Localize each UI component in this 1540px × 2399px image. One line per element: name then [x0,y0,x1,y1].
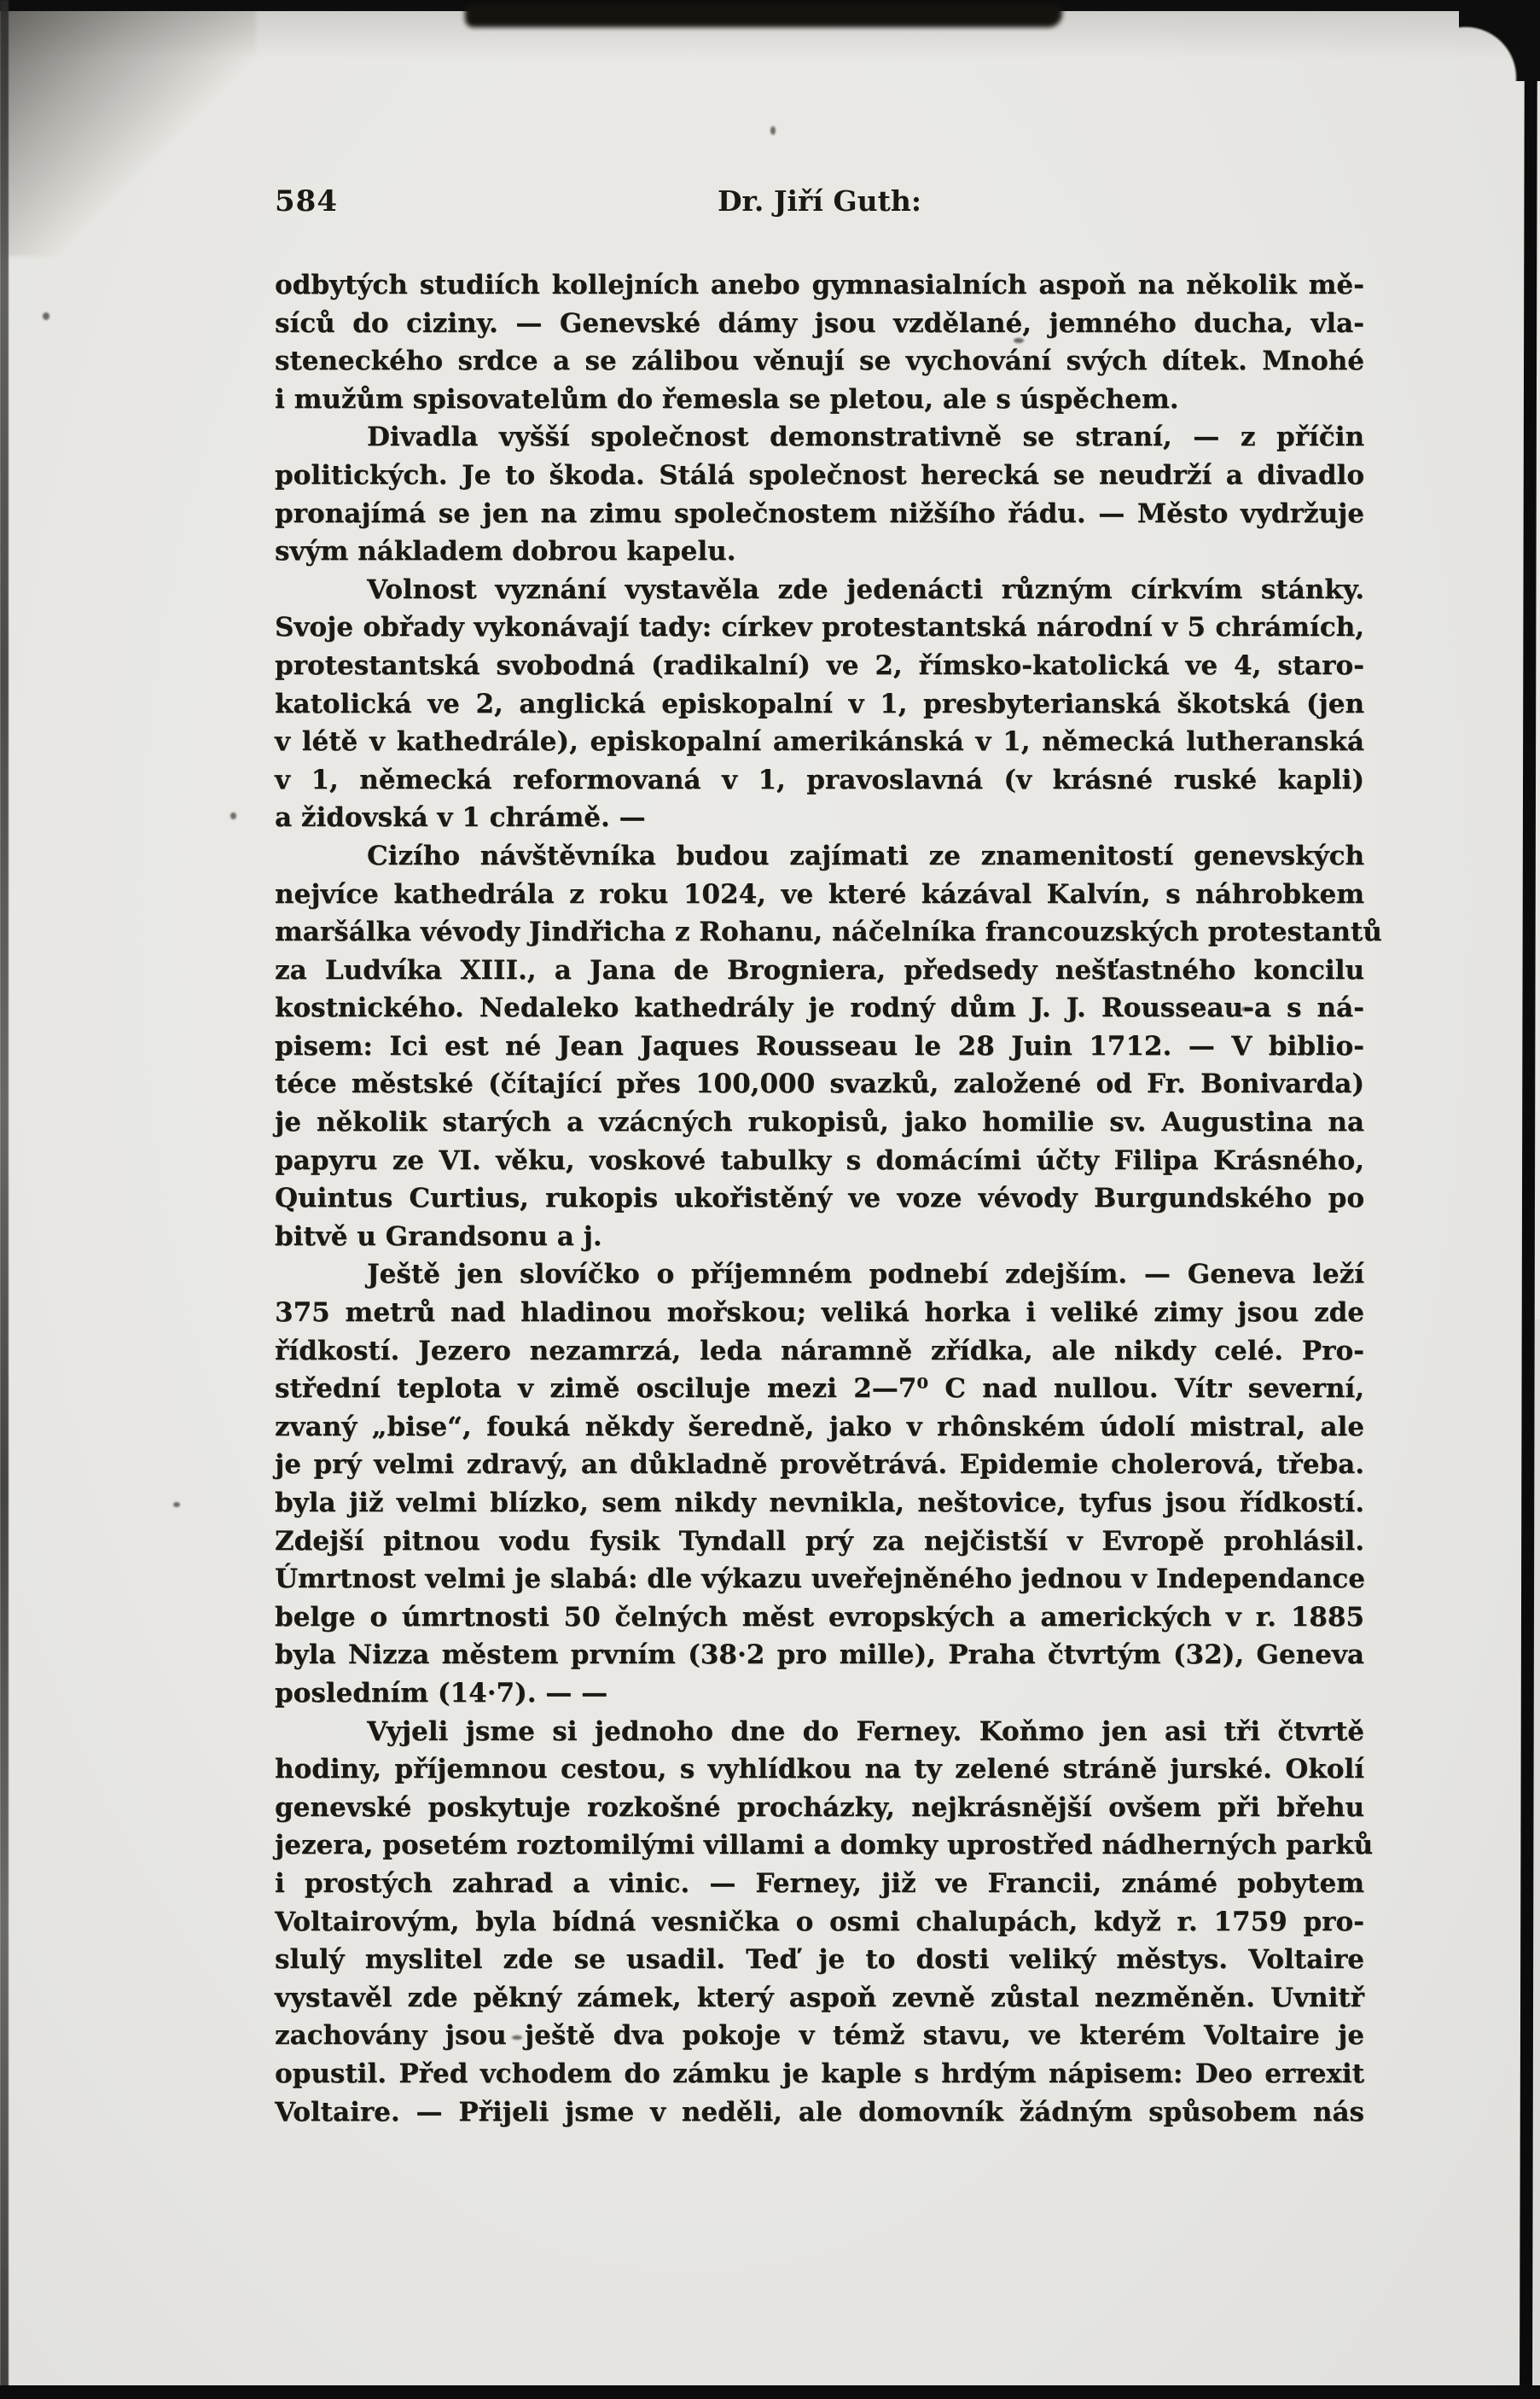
scan-top-smudge [465,5,1062,27]
text-line: Úmrtnost velmi je slabá: dle výkazu uveřejněného jednou v Independance [275,1563,1366,1595]
scan-corner-shadow-top-left [0,0,256,256]
text-line: nejvíce kathedrála z roku 1024, ve které kázával Kalvín, s náhrobkem [275,878,1364,910]
scan-speck [173,1502,180,1507]
text-line: 375 metrů nad hladinou mořskou; veliká horka i veliké zimy jsou zde [275,1297,1364,1329]
text-line: byla již velmi blízko, sem nikdy nevnikla, neštovice, tyfus jsou řídkostí. [275,1488,1364,1518]
text-line: zachovány jsou ještě dva pokoje v témž stavu, ve kterém Voltaire je [275,2020,1364,2052]
text-line: slulý myslitel zde se usadil. Teď je to dosti veliký městys. Voltaire [275,1944,1364,1976]
scan-edge-bottom [0,2385,1540,2399]
text-line: téce městské (čítající přes 100,000 svazků, založené od Fr. Bonivarda) [275,1068,1364,1100]
text-line: Voltaire. — Přijeli jsme v neděli, ale domovník žádným spůsobem nás [275,2096,1364,2128]
text-line: katolická ve 2, anglická episkopalní v 1, presbyterianská škotská (jen [275,688,1364,719]
text-line: za Ludvíka XIII., a Jana de Brogniera, předsedy nešťastného koncilu [275,954,1364,986]
text-line: bitvě u Grandsonu a j. [275,1220,602,1252]
scan-corner-black-top-right [1459,0,1540,81]
scan-edge-left [0,0,9,2399]
text-line: Volnost vyznání vystavěla zde jedenácti různým církvím stánky. [367,574,1364,605]
text-line: a židovská v 1 chrámě. — [275,802,646,834]
text-line: kostnického. Nedaleko kathedrály je rodný dům J. J. Rousseau-a s ná- [275,993,1364,1024]
text-line: Zdejší pitnou vodu fysik Tyndall prý za nejčistší v Evropě prohlásil. [275,1525,1364,1557]
text-line: belge o úmrtnosti 50 čelných měst evropských a amerických v r. 1885 [275,1601,1364,1633]
text-line: pronajímá se jen na zimu společnostem nižšího řádu. — Město vydržuje [275,498,1364,529]
text-line: vystavěl zde pěkný zámek, který aspoň zevně zůstal nezměněn. Uvnitř [275,1982,1364,2013]
text-line: Divadla vyšší společnost demonstrativně se straní, — z příčin [367,422,1364,453]
running-header: Dr. Jiří Guth: [717,184,922,218]
text-line: politických. Je to škoda. Stálá společnost herecká se neudrží a divadlo [275,459,1364,491]
text-line: Ještě jen slovíčko o příjemném podnebí zdejším. — Geneva leží [367,1259,1364,1290]
text-line: v 1, německá reformovaná v 1, pravoslavná (v krásné ruské kapli) [275,764,1364,795]
scan-speck [43,312,49,320]
text-line: Cizího návštěvníka budou zajímati ze znamenitostí genevských [367,840,1364,871]
page-header [275,184,1364,222]
text-line: síců do ciziny. — Genevské dámy jsou vzdělané, jemného ducha, vla- [275,307,1364,339]
text-line: posledním (14·7). — — [275,1677,608,1709]
body-text [275,266,1382,2131]
text-line: byla Nizza městem prvním (38·2 pro mille), Praha čtvrtým (32), Geneva [275,1639,1364,1671]
page-number: 584 [275,184,338,218]
text-line: je několik starých a vzácných rukopisů, jako homilie sv. Augustina na [275,1107,1364,1138]
text-line: jezera, posetém roztomilými villami a domky uprostřed nádherných parků [275,1830,1374,1861]
text-line: řídkostí. Jezero nezamrzá, leda náramně zřídka, ale nikdy celé. Pro- [275,1335,1364,1366]
text-line: odbytých studiích kollejních anebo gymnasialních aspoň na několik mě- [275,270,1364,300]
text-line: maršálka vévody Jindřicha z Rohanu, náčelníka francouzských protestantů [275,917,1382,948]
text-line: střední teplota v zimě osciluje mezi 2—7⁰ C nad nullou. Vítr severní, [275,1373,1364,1405]
text-line: protestantská svobodná (radikalní) ve 2, římsko-katolická ve 4, staro- [275,649,1364,681]
text-line: steneckého srdce a se zálibou věnují se vychování svých dítek. Mnohé [275,346,1364,377]
text-line: Vyjeli jsme si jednoho dne do Ferney. Koňmo jen asi tři čtvrtě [367,1715,1364,1747]
text-line: v létě v kathedrále), episkopalní amerikánská v 1, německá lutheranská [275,726,1364,758]
scan-speck [230,812,236,819]
text-line: Voltairovým, byla bídná vesnička o osmi chalupách, když r. 1759 pro- [275,1906,1364,1937]
text-line: Quintus Curtius, rukopis ukořistěný ve voze vévody Burgundského po [275,1183,1364,1214]
scan-speck [770,126,776,135]
text-line: i prostých zahrad a vinic. — Ferney, již ve Francii, známé pobytem [275,1867,1364,1899]
text-line: je prý velmi zdravý, an důkladně provětrává. Epidemie cholerová, třeba. [275,1449,1364,1481]
text-line: genevské poskytuje rozkošné procházky, nejkrásnější ovšem při břehu [275,1791,1364,1823]
text-line: Svoje obřady vykonávají tady: církev protestantská národní v 5 chrámích, [275,612,1364,643]
text-line: opustil. Před vchodem do zámku je kaple s hrdým nápisem: Deo errexit [275,2058,1364,2089]
text-line: pisem: Ici est né Jean Jaques Rousseau le 28 Juin 1712. — V biblio- [275,1030,1364,1062]
scan-edge-right-sliver [1534,1319,1540,2399]
text-line: svým nákladem dobrou kapelu. [275,536,736,568]
text-line: zvaný „bise“, fouká někdy šeredně, jako v rhônském údolí mistral, ale [275,1411,1364,1442]
text-line: hodiny, příjemnou cestou, s vyhlídkou na ty zelené stráně jurské. Okolí [275,1754,1364,1785]
text-line: papyru ze VI. věku, voskové tabulky s domácími účty Filipa Krásného, [275,1144,1364,1176]
text-line: i mužům spisovatelům do řemesla se pletou, ale s úspěchem. [275,383,1179,415]
